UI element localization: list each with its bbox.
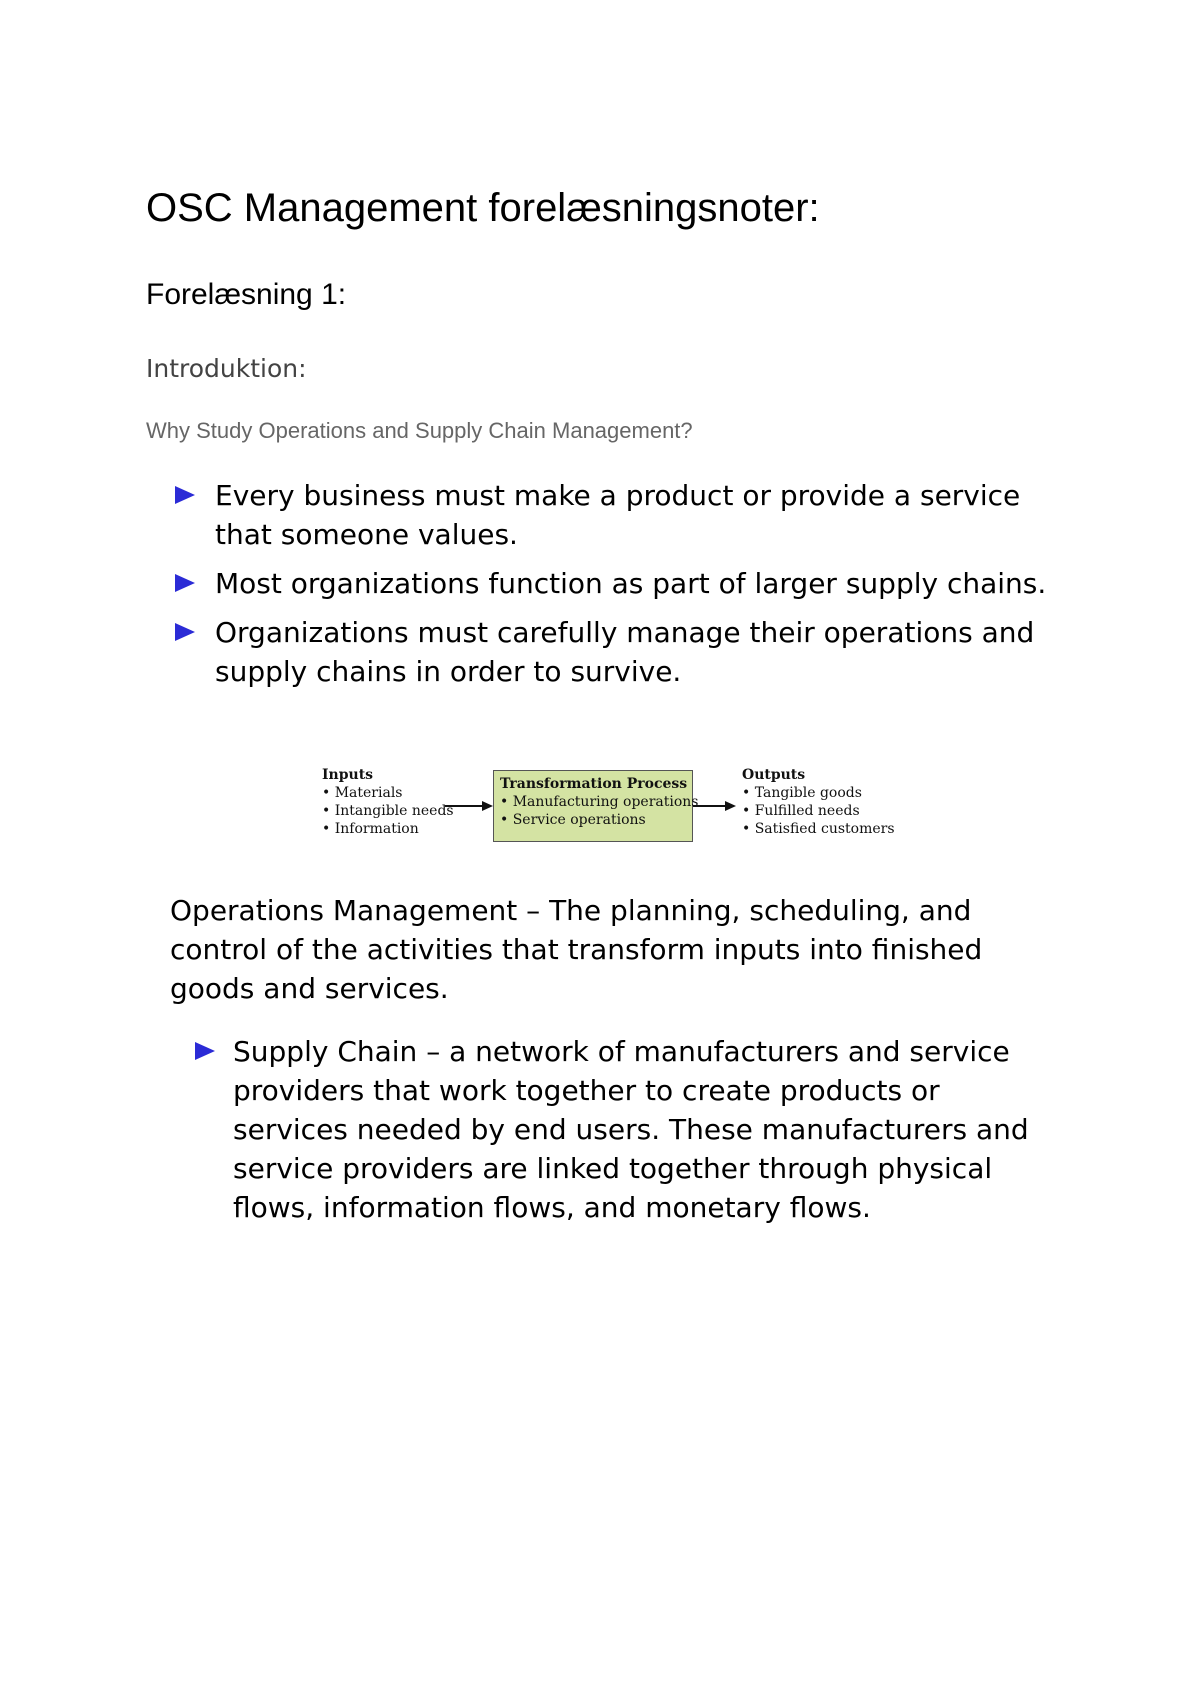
bullet-text: Most organizations function as part of larger supply chains. — [215, 567, 1047, 600]
bullet-text: Every business must make a product or provide a service that someone values. — [215, 479, 1021, 551]
operations-management-definition: Operations Management – The planning, scheduling, and control of the activities that transform inputs into finished goods and services. — [170, 894, 983, 1005]
triangle-bullet-icon — [175, 623, 195, 641]
inputs-heading: Inputs — [322, 767, 374, 783]
transformation-process-box — [493, 770, 699, 842]
process-item: • Manufacturing operations — [500, 793, 686, 811]
list-item — [175, 476, 1075, 554]
slide-bullet-list — [175, 476, 1075, 701]
process-heading: Transformation Process — [500, 776, 688, 792]
outputs-item: • Tangible goods — [742, 784, 895, 802]
document-title: OSC Management forelæsningsnoter: — [146, 186, 820, 230]
section-heading: Introduktion: — [146, 354, 307, 383]
list-item — [175, 613, 1075, 691]
outputs-column — [742, 766, 895, 838]
bullet-text: Organizations must carefully manage their operations and supply chains in order to survive. — [215, 616, 1035, 688]
inputs-item: • Information — [322, 820, 454, 838]
list-item — [175, 564, 1075, 603]
triangle-bullet-icon — [175, 574, 195, 592]
subheading: Why Study Operations and Supply Chain Management? — [146, 418, 693, 443]
arrow-process-to-outputs — [693, 801, 736, 811]
outputs-item: • Satisfied customers — [742, 820, 895, 838]
inputs-item: • Intangible needs — [322, 802, 454, 820]
bullet-text: Supply Chain – a network of manufacturers and service providers that work together to create products or services needed by end users. These manufacturers and service providers are linked together through physical flows, information flows, and monetary flows. — [233, 1035, 1029, 1224]
lecture-heading: Forelæsning 1: — [146, 278, 347, 311]
transformation-diagram — [310, 760, 900, 860]
triangle-bullet-icon — [175, 486, 195, 504]
list-item — [195, 1032, 1055, 1227]
process-item: • Service operations — [500, 811, 686, 829]
outputs-heading: Outputs — [742, 767, 806, 783]
inputs-column — [322, 766, 454, 838]
outputs-item: • Fulfilled needs — [742, 802, 895, 820]
inputs-item: • Materials — [322, 784, 454, 802]
triangle-bullet-icon — [195, 1042, 215, 1060]
supply-chain-bullet-list — [195, 1032, 1055, 1227]
